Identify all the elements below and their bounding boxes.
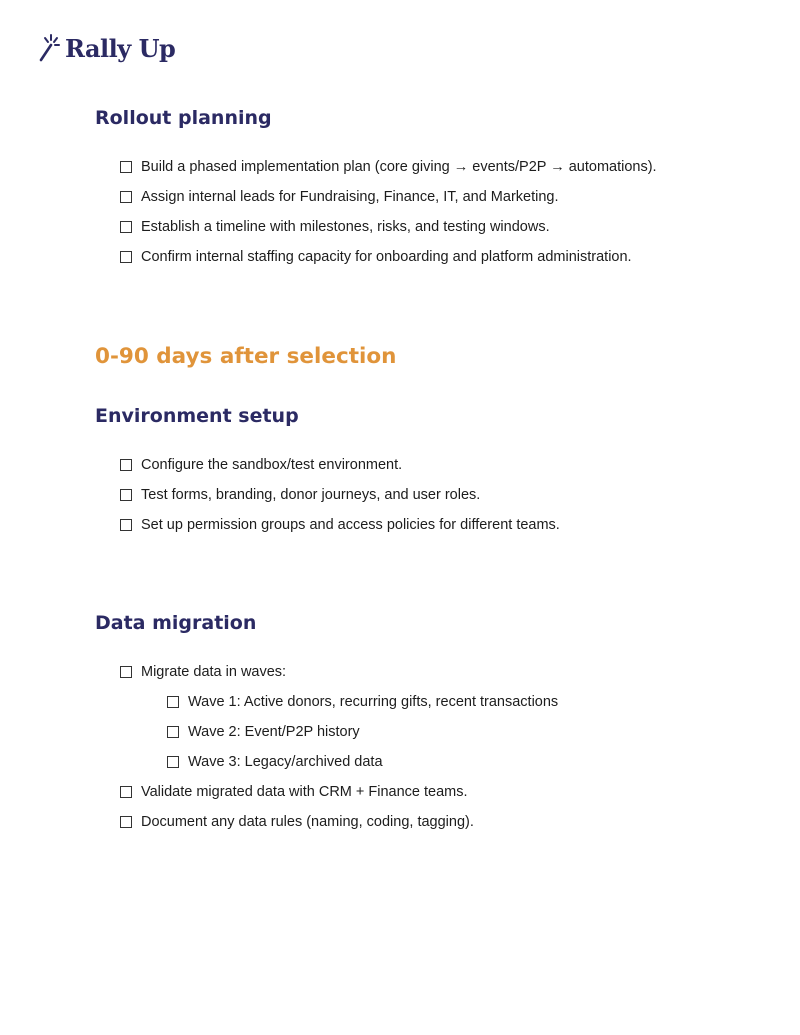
checklist-item[interactable]: [120, 807, 558, 837]
checklist-item[interactable]: [120, 182, 657, 212]
checkbox[interactable]: [120, 519, 132, 531]
checkbox[interactable]: [120, 489, 132, 501]
checklist-item-label: Document any data rules (naming, coding, tagging).: [141, 814, 474, 830]
checklist-item-label: Wave 1: Active donors, recurring gifts, recent transactions: [188, 694, 559, 710]
wand-sparkle-icon: [38, 33, 62, 63]
checklist-item-label: Wave 3: Legacy/archived data: [188, 754, 383, 770]
checklist-item-label: Wave 2: Event/P2P history: [188, 724, 360, 740]
checkbox[interactable]: [167, 696, 179, 708]
checklist-item[interactable]: [120, 480, 560, 510]
environment-checklist: [120, 450, 560, 540]
checkbox[interactable]: [167, 756, 179, 768]
checkbox[interactable]: [120, 459, 132, 471]
checklist-item[interactable]: [120, 152, 657, 182]
checkbox[interactable]: [120, 666, 132, 678]
brand-name: Rally Up: [65, 33, 176, 63]
checklist-item-label: Migrate data in waves:: [141, 664, 287, 680]
phase-heading: 0-90 days after selection: [95, 344, 397, 369]
checklist-item[interactable]: [120, 510, 560, 540]
checklist-item-label: Assign internal leads for Fundraising, Finance, IT, and Marketing.: [141, 189, 559, 205]
checkbox[interactable]: [120, 786, 132, 798]
checkbox[interactable]: [120, 221, 132, 233]
checkbox[interactable]: [167, 726, 179, 738]
checkbox[interactable]: [120, 816, 132, 828]
checklist-item[interactable]: [120, 657, 558, 687]
checklist-item-label: Validate migrated data with CRM + Finance teams.: [141, 784, 468, 800]
rollout-checklist: [120, 152, 657, 272]
checklist-item-label: Confirm internal staffing capacity for onboarding and platform administration.: [141, 249, 632, 265]
checklist-item[interactable]: [120, 212, 657, 242]
checklist-item[interactable]: [120, 777, 558, 807]
checkbox[interactable]: [120, 191, 132, 203]
checklist-subitem[interactable]: [120, 717, 558, 747]
checkbox[interactable]: [120, 161, 132, 173]
checklist-item-label: Set up permission groups and access policies for different teams.: [141, 517, 560, 533]
checklist-item[interactable]: [120, 450, 560, 480]
checklist-item-label: Establish a timeline with milestones, risks, and testing windows.: [141, 219, 550, 235]
checklist-subitem[interactable]: [120, 747, 558, 777]
migration-checklist: [120, 657, 558, 837]
brand-logo: [38, 32, 175, 64]
checklist-subitem[interactable]: [120, 687, 558, 717]
checkbox[interactable]: [120, 251, 132, 263]
checklist-item[interactable]: [120, 242, 657, 272]
data-migration-heading: Data migration: [95, 612, 257, 634]
checklist-item-label: Configure the sandbox/test environment.: [141, 457, 403, 473]
rollout-planning-heading: Rollout planning: [95, 107, 272, 129]
checklist-item-label: Test forms, branding, donor journeys, and user roles.: [141, 487, 481, 503]
checklist-item-label: Build a phased implementation plan (core giving → events/P2P → automations).: [141, 159, 657, 175]
environment-setup-heading: Environment setup: [95, 405, 299, 427]
